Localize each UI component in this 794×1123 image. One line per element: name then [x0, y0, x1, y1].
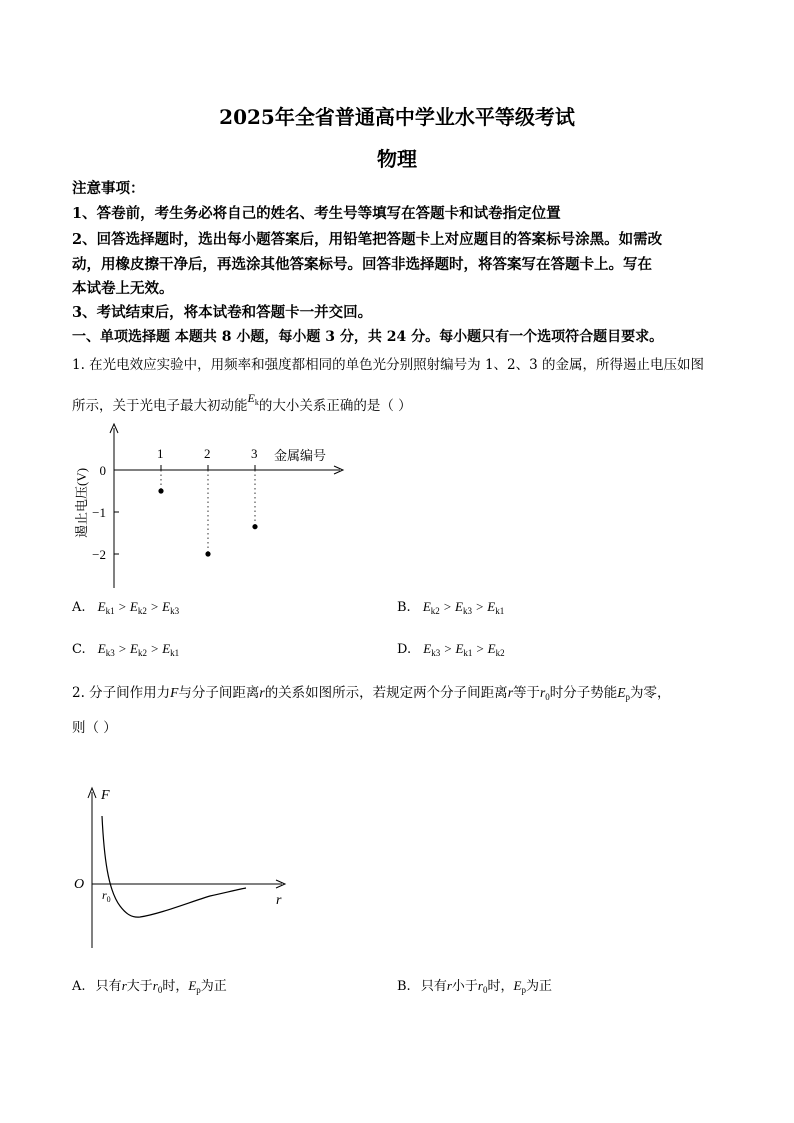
q1-y-tick-label-1: −1 — [92, 505, 106, 520]
q1-x-axis-label: 金属编号 — [274, 448, 327, 463]
q1-x-tick-label-2: 2 — [204, 446, 211, 461]
q1-line-2-b: 的大小关系正确的是（ ） — [258, 398, 412, 414]
q1-option-c-expr: $E_{k3} > E_{k2} > E_{k1}$ — [97, 641, 180, 658]
notice-item-2-line-2: 动，用橡皮擦干净后，再选涂其他答案标号。回答非选择题时，将答案写在答题卡上。写在 — [72, 256, 652, 273]
q2-option-b[interactable]: B. 只有r小于$r_0$时，$E_p$为正 — [397, 978, 552, 995]
q1-line-1: 1. 在光电效应实验中，用频率和强度都相同的单色光分别照射编号为 1、2、3 的金属，所得遏止电压如图 — [72, 357, 705, 373]
q1-y-tick-label-0: 0 — [99, 463, 106, 478]
q1-line-2-a: 所示，关于光电子最大初动能 — [72, 398, 248, 414]
notice-item-2-line-1: 2、回答选择题时，选出每小题答案后，用铅笔把答题卡上对应题目的答案标号涂黑。如需改 — [72, 231, 663, 248]
notice-item-1: 1、答卷前，考生务必将自己的姓名、考生号等填写在答题卡和试卷指定位置 — [72, 205, 561, 222]
q2-chart — [70, 782, 300, 954]
section-1-heading: 一、单项选择题 本题共 8 小题，每小题 3 分，共 24 分。每小题只有一个选项符合题目要求。 — [72, 329, 664, 345]
exam-title: 2025年全省普通高中学业水平等级考试 — [219, 105, 575, 129]
q1-y-tick-label-2: −2 — [92, 547, 106, 562]
q1-option-b-expr: $E_{k2} > E_{k3} > E_{k1}$ — [422, 599, 505, 616]
q1-option-d[interactable]: D. $E_{k3} > E_{k1} > E_{k2}$ — [397, 641, 505, 658]
q1-x-tick-label-1: 1 — [157, 446, 164, 461]
q2-line-1: 2. 分子间作用力F与分子间距离r的关系如图所示，若规定两个分子间距离r等于$r_0$时分子势能$E_p$为零， — [72, 685, 671, 702]
q1-option-d-expr: $E_{k3} > E_{k1} > E_{k2}$ — [423, 641, 505, 658]
q1-chart — [60, 418, 360, 590]
q1-data-point-2 — [205, 551, 210, 556]
q1-option-a[interactable]: A. $E_{k1} > E_{k2} > E_{k3}$ — [72, 599, 180, 616]
q2-force-curve — [102, 816, 246, 917]
q2-x-axis-label: r — [276, 893, 282, 908]
q1-ek-symbol: $E_k$ — [247, 391, 259, 407]
q1-data-point-3 — [252, 524, 257, 529]
notice-item-3: 3、考试结束后，将本试卷和答题卡一并交回。 — [72, 304, 373, 321]
q1-option-a-expr: $E_{k1} > E_{k2} > E_{k3}$ — [97, 599, 180, 616]
subject-title: 物理 — [377, 147, 417, 171]
notice-item-2-line-3: 本试卷上无效。 — [72, 280, 174, 297]
q1-option-b[interactable]: B. $E_{k2} > E_{k3} > E_{k1}$ — [397, 599, 505, 616]
q1-data-point-1 — [158, 488, 163, 493]
notice-heading: 注意事项： — [72, 180, 145, 197]
q1-x-tick-label-3: 3 — [251, 446, 258, 461]
q2-line-2: 则（ ） — [72, 720, 117, 736]
q2-y-axis-label: F — [101, 788, 110, 803]
q2-option-a[interactable]: A. 只有r大于$r_0$时，$E_p$为正 — [72, 978, 227, 995]
q1-option-c[interactable]: C. $E_{k3} > E_{k2} > E_{k1}$ — [72, 641, 180, 658]
q1-y-axis-label: 遏止电压(V) — [74, 467, 89, 538]
q2-origin-label: O — [74, 877, 85, 892]
q2-r0-label: $r_0$ — [102, 888, 111, 904]
